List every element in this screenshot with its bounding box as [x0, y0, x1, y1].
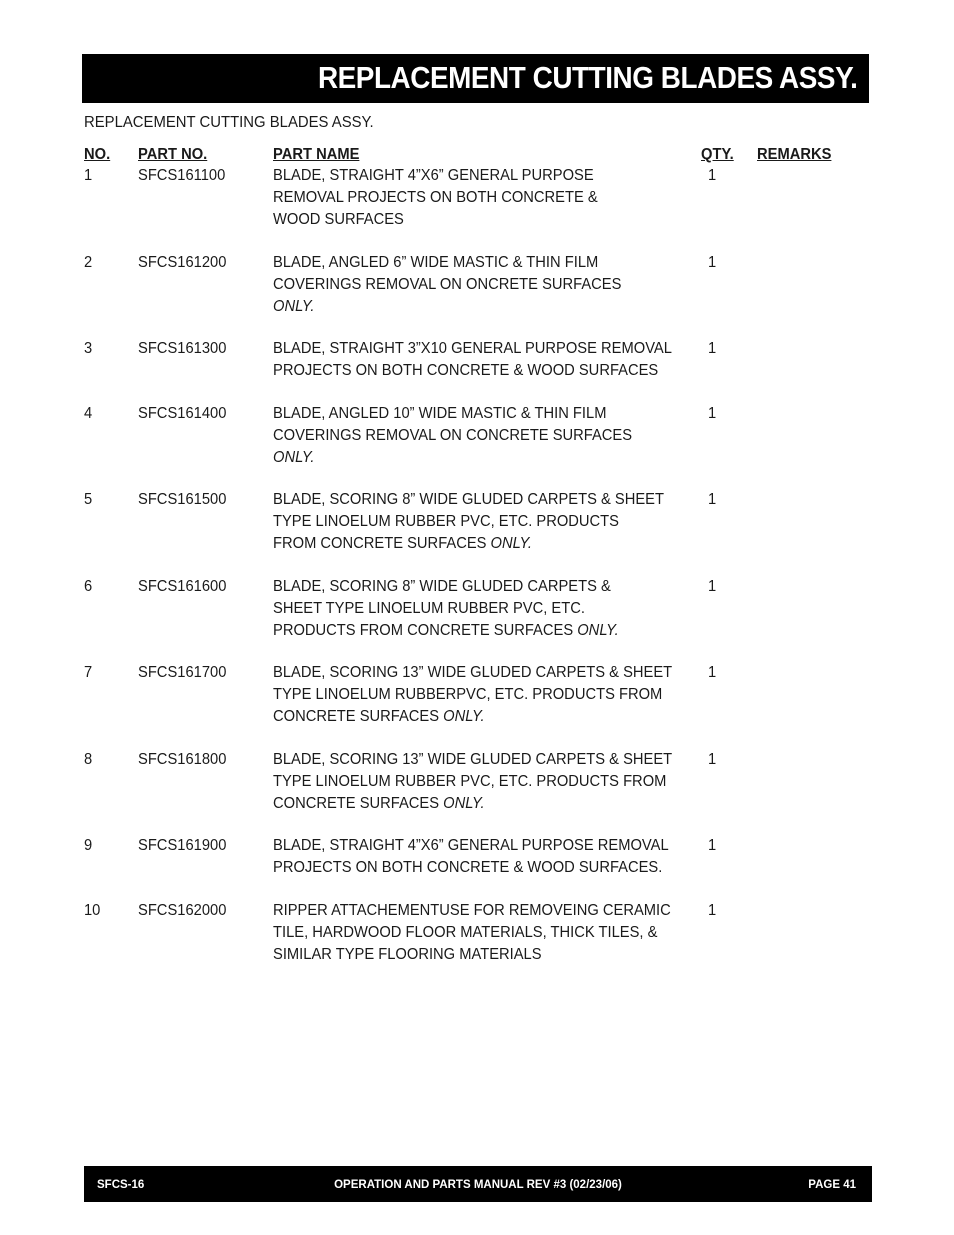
item-part-number: SFCS161800 [138, 751, 227, 768]
part-name-text: BLADE, SCORING 13” WIDE GLUDED CARPETS & SHEET [273, 751, 673, 768]
item-number: 7 [84, 664, 93, 681]
item-number: 2 [84, 254, 93, 271]
part-name-text: BLADE, ANGLED 10” WIDE MASTIC & THIN FILM [273, 405, 607, 422]
item-quantity: 1 [708, 254, 717, 271]
part-name-line [273, 706, 672, 728]
section-subtitle: REPLACEMENT CUTTING BLADES ASSY. [84, 114, 374, 131]
footer-manual-title: OPERATION AND PARTS MANUAL REV #3 (02/23/06) [334, 1179, 622, 1191]
part-name-text: SIMILAR TYPE FLOORING MATERIALS [273, 946, 542, 963]
footer-page-number: PAGE 41 [808, 1179, 856, 1191]
part-name-line [273, 620, 619, 642]
item-quantity: 1 [708, 578, 717, 595]
item-part-number: SFCS161500 [138, 491, 227, 508]
item-part-number: SFCS161300 [138, 340, 227, 357]
item-number: 3 [84, 340, 93, 357]
item-part-name [273, 900, 671, 966]
part-name-line [273, 252, 621, 274]
part-name-text: BLADE, ANGLED 6” WIDE MASTIC & THIN FILM [273, 254, 599, 271]
item-number: 5 [84, 491, 93, 508]
item-part-number: SFCS161200 [138, 254, 227, 271]
item-part-name [273, 165, 598, 231]
page-footer [84, 1166, 872, 1202]
header-part-no: PART NO. [138, 146, 208, 163]
item-part-name [273, 576, 619, 642]
item-part-name [273, 835, 669, 879]
part-name-text: TILE, HARDWOOD FLOOR MATERIALS, THICK TILES, & [273, 924, 658, 941]
part-name-line [273, 662, 672, 684]
part-name-note: ONLY. [273, 449, 315, 466]
item-part-number: SFCS161400 [138, 405, 227, 422]
part-name-text: TYPE LINOELUM RUBBER PVC, ETC. PRODUCTS [273, 513, 619, 530]
part-name-text: PROJECTS ON BOTH CONCRETE & WOOD SURFACES. [273, 859, 663, 876]
part-name-line [273, 900, 671, 922]
part-name-line [273, 835, 669, 857]
part-name-line [273, 771, 672, 793]
part-name-line [273, 533, 664, 555]
item-part-name [273, 662, 672, 728]
part-name-note: ONLY. [443, 708, 485, 725]
part-name-line [273, 209, 598, 231]
item-part-number: SFCS161900 [138, 837, 227, 854]
part-name-line [273, 511, 664, 533]
item-quantity: 1 [708, 340, 717, 357]
part-name-line [273, 793, 672, 815]
part-name-text: PRODUCTS FROM CONCRETE SURFACES [273, 622, 578, 639]
header-qty: QTY. [701, 146, 734, 163]
item-part-name [273, 403, 632, 469]
part-name-note: ONLY. [577, 622, 619, 639]
item-quantity: 1 [708, 167, 717, 184]
item-number: 10 [84, 902, 101, 919]
header-no: NO. [84, 146, 111, 163]
part-name-text: BLADE, SCORING 13” WIDE GLUDED CARPETS & SHEET [273, 664, 673, 681]
part-name-text: BLADE, STRAIGHT 4”X6” GENERAL PURPOSE [273, 167, 594, 184]
item-quantity: 1 [708, 837, 717, 854]
part-name-line [273, 360, 672, 382]
part-name-line [273, 576, 619, 598]
part-name-text: CONCRETE SURFACES [273, 708, 444, 725]
item-quantity: 1 [708, 751, 717, 768]
item-part-name [273, 338, 672, 382]
part-name-text: FROM CONCRETE SURFACES [273, 535, 491, 552]
item-quantity: 1 [708, 405, 717, 422]
part-name-text: COVERINGS REMOVAL ON ONCRETE SURFACES [273, 276, 622, 293]
part-name-line [273, 274, 621, 296]
item-part-number: SFCS161100 [138, 167, 226, 184]
part-name-text: CONCRETE SURFACES [273, 795, 444, 812]
item-part-number: SFCS162000 [138, 902, 227, 919]
item-part-name [273, 749, 672, 815]
item-part-name [273, 252, 621, 318]
part-name-note: ONLY. [273, 298, 315, 315]
item-number: 4 [84, 405, 93, 422]
part-name-line [273, 296, 621, 318]
part-name-text: BLADE, SCORING 8” WIDE GLUDED CARPETS & SHEET [273, 491, 664, 508]
part-name-text: SHEET TYPE LINOELUM RUBBER PVC, ETC. [273, 600, 585, 617]
part-name-line [273, 425, 632, 447]
part-name-line [273, 187, 598, 209]
part-name-line [273, 749, 672, 771]
part-name-line [273, 489, 664, 511]
item-number: 8 [84, 751, 93, 768]
item-quantity: 1 [708, 902, 717, 919]
part-name-line [273, 338, 672, 360]
part-name-note: ONLY. [443, 795, 485, 812]
item-number: 9 [84, 837, 93, 854]
part-name-text: REMOVAL PROJECTS ON BOTH CONCRETE & [273, 189, 598, 206]
footer-manual-code: SFCS-16 [97, 1179, 145, 1191]
part-name-line [273, 403, 632, 425]
part-name-line [273, 598, 619, 620]
part-name-line [273, 684, 672, 706]
part-name-line [273, 857, 669, 879]
item-quantity: 1 [708, 491, 717, 508]
part-name-line [273, 922, 671, 944]
part-name-line [273, 165, 598, 187]
page-title: REPLACEMENT CUTTING BLADES ASSY. [317, 60, 857, 95]
part-name-text: BLADE, STRAIGHT 3”X10 GENERAL PURPOSE REMOVAL [273, 340, 672, 357]
part-name-text: BLADE, SCORING 8” WIDE GLUDED CARPETS & [273, 578, 611, 595]
item-number: 6 [84, 578, 93, 595]
item-quantity: 1 [708, 664, 717, 681]
header-part-name: PART NAME [273, 146, 360, 163]
part-name-text: RIPPER ATTACHEMENTUSE FOR REMOVEING CERAMIC [273, 902, 671, 919]
title-bar [82, 54, 869, 103]
item-part-number: SFCS161700 [138, 664, 227, 681]
header-remarks: REMARKS [757, 146, 832, 163]
item-number: 1 [84, 167, 93, 184]
part-name-text: TYPE LINOELUM RUBBER PVC, ETC. PRODUCTS FROM [273, 773, 667, 790]
part-name-text: PROJECTS ON BOTH CONCRETE & WOOD SURFACES [273, 362, 659, 379]
part-name-line [273, 944, 671, 966]
part-name-line [273, 447, 632, 469]
part-name-text: COVERINGS REMOVAL ON CONCRETE SURFACES [273, 427, 633, 444]
item-part-number: SFCS161600 [138, 578, 227, 595]
part-name-note: ONLY. [490, 535, 533, 552]
item-part-name [273, 489, 664, 555]
part-name-text: TYPE LINOELUM RUBBERPVC, ETC. PRODUCTS FROM [273, 686, 663, 703]
part-name-text: BLADE, STRAIGHT 4”X6” GENERAL PURPOSE REMOVAL [273, 837, 669, 854]
part-name-text: WOOD SURFACES [273, 211, 404, 228]
